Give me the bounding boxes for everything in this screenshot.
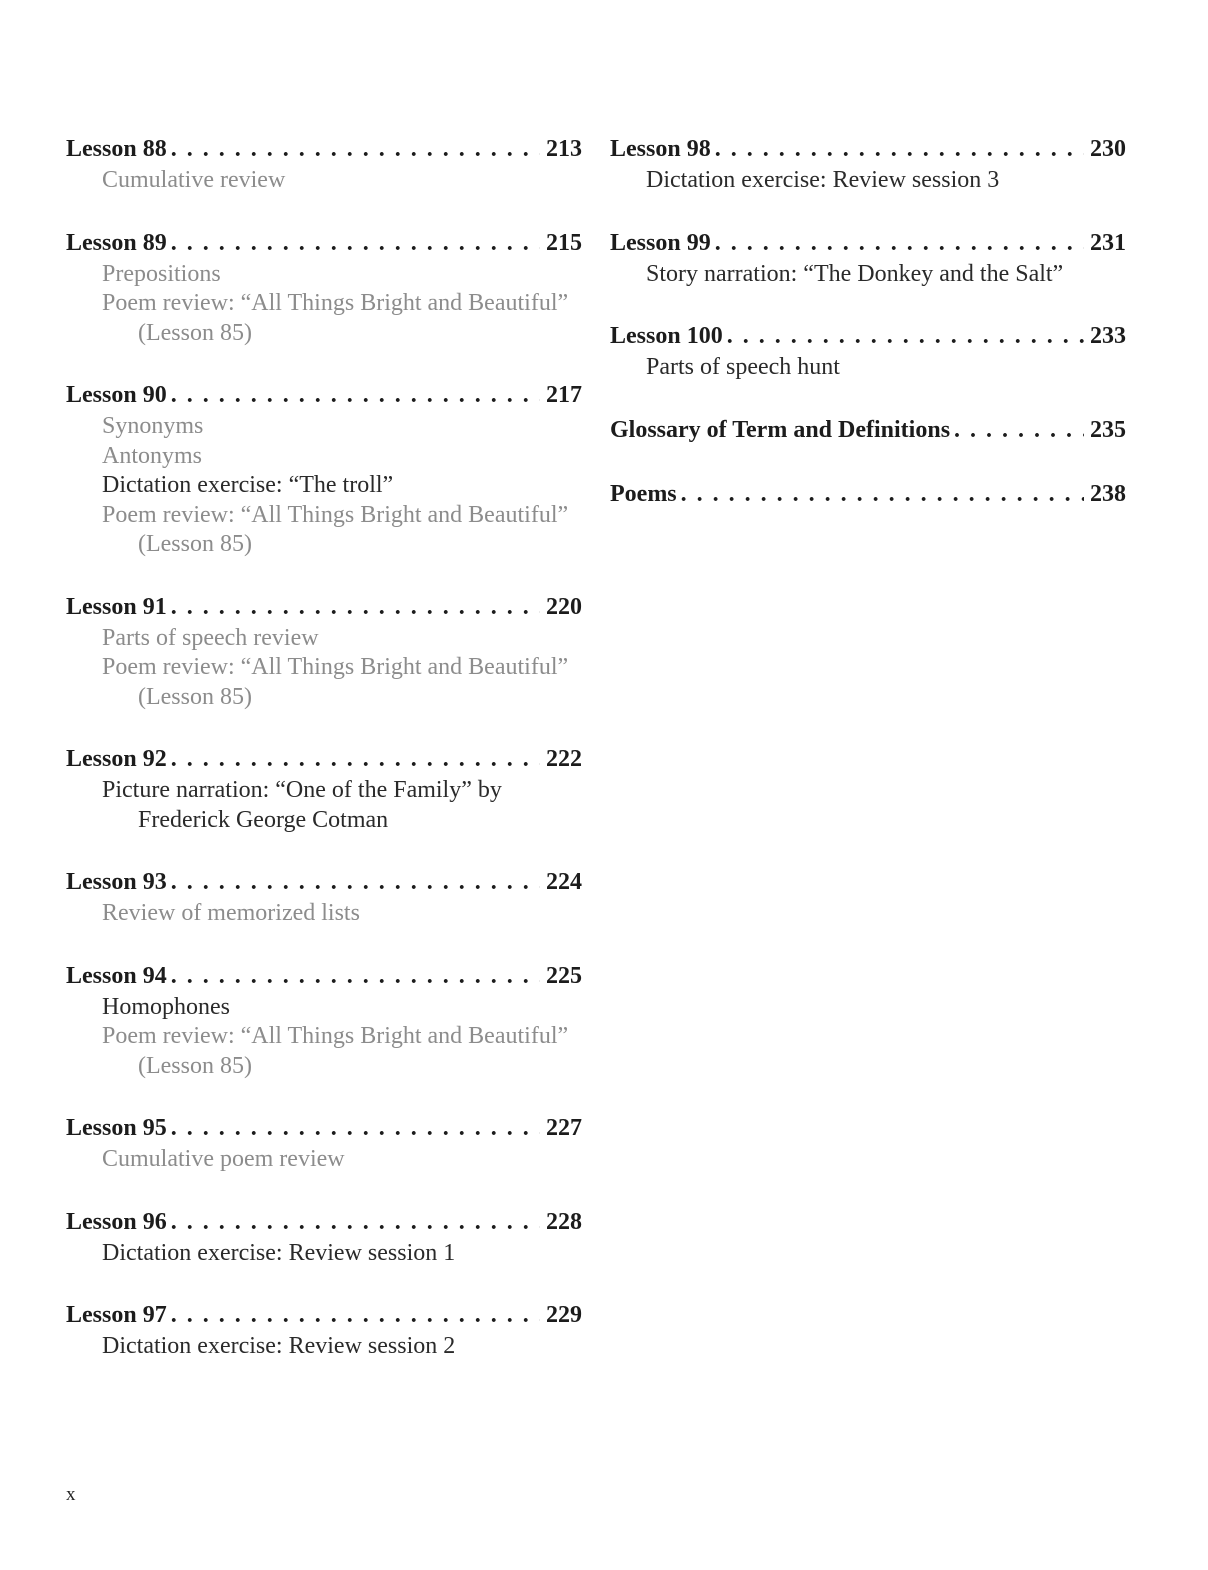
toc-subentry: Cumulative poem review xyxy=(102,1146,345,1172)
toc-entry-heading xyxy=(66,866,582,899)
toc-right-column xyxy=(610,133,1126,542)
toc-entry-title: Lesson 90 xyxy=(66,382,167,408)
dot-leader xyxy=(171,591,540,624)
toc-entry-title: Poems xyxy=(610,480,677,507)
toc-entry xyxy=(610,320,1126,383)
toc-entry-title: Lesson 94 xyxy=(66,962,167,989)
toc-entry xyxy=(610,133,1126,196)
toc-entry-title: Lesson 91 xyxy=(66,593,167,620)
toc-entry xyxy=(66,1206,582,1269)
toc-entry-heading xyxy=(610,227,1126,260)
toc-page-number: 225 xyxy=(546,962,582,989)
toc-subentry: Poem review: “All Things Bright and Beautiful” (Lesson 85) xyxy=(102,290,569,346)
toc-subentry: Cumulative review xyxy=(102,167,286,193)
toc-page-number: 235 xyxy=(1090,416,1126,443)
toc-entry xyxy=(66,379,582,560)
toc-page-number: 220 xyxy=(546,593,582,620)
toc-subentry: Parts of speech review xyxy=(102,624,319,651)
toc-entry-title: Glossary of Term and Definitions xyxy=(610,416,951,443)
toc-page-number: 229 xyxy=(546,1302,582,1328)
toc-entry-title: Lesson 92 xyxy=(66,746,167,772)
dot-leader xyxy=(171,379,540,412)
toc-page-number: 213 xyxy=(546,136,582,162)
toc-page-number: 238 xyxy=(1090,480,1126,507)
toc-entry-title: Lesson 95 xyxy=(66,1115,167,1141)
toc-entry xyxy=(66,743,582,835)
toc-entry-heading xyxy=(66,379,582,412)
toc-entry-title: Lesson 89 xyxy=(66,229,167,256)
toc-subentry: Homophones xyxy=(102,993,230,1020)
toc-page-number: 228 xyxy=(546,1208,582,1235)
toc-subentry: Poem review: “All Things Bright and Beautiful” (Lesson 85) xyxy=(102,654,569,710)
toc-entry xyxy=(66,227,582,349)
toc-subentry: Poem review: “All Things Bright and Beautiful” (Lesson 85) xyxy=(102,1023,569,1079)
toc-page-number: 227 xyxy=(546,1115,582,1141)
toc-entry-heading xyxy=(66,133,582,166)
toc-entry-heading xyxy=(66,1112,582,1145)
toc-entry-title: Lesson 99 xyxy=(610,229,711,256)
dot-leader xyxy=(171,133,540,166)
toc-entry-heading xyxy=(610,414,1126,447)
toc-page-number: 217 xyxy=(546,382,582,408)
toc-entry xyxy=(610,478,1126,511)
dot-leader xyxy=(171,743,540,776)
toc-entry xyxy=(66,1112,582,1175)
toc-entry xyxy=(610,227,1126,290)
toc-entry-heading xyxy=(66,227,582,260)
toc-page-number: 222 xyxy=(546,746,582,772)
toc-entry-heading xyxy=(66,1206,582,1239)
toc-page-number: 230 xyxy=(1090,136,1126,162)
toc-subentry: Dictation exercise: Review session 1 xyxy=(102,1239,456,1266)
toc-entry xyxy=(66,591,582,713)
toc-entry-title: Lesson 88 xyxy=(66,136,167,162)
dot-leader xyxy=(681,478,1084,511)
toc-entry-title: Lesson 100 xyxy=(610,323,723,349)
toc-subentry: Prepositions xyxy=(102,260,221,287)
toc-subentry: Dictation exercise: Review session 2 xyxy=(102,1333,456,1359)
toc-entry-heading xyxy=(610,133,1126,166)
toc-page-number: 215 xyxy=(546,229,582,256)
toc-subentry: Synonyms xyxy=(102,413,204,439)
toc-entry xyxy=(66,960,582,1082)
toc-entry-heading xyxy=(66,591,582,624)
toc-entry-title: Lesson 96 xyxy=(66,1208,167,1235)
toc-subentry: Dictation exercise: “The troll” xyxy=(102,472,394,498)
toc-entry xyxy=(66,866,582,929)
toc-subentry: Story narration: “The Donkey and the Salt” xyxy=(646,260,1064,287)
dot-leader xyxy=(171,1206,540,1239)
dot-leader xyxy=(715,227,1084,260)
dot-leader xyxy=(171,960,540,993)
dot-leader xyxy=(727,320,1084,353)
toc-entry-heading xyxy=(66,960,582,993)
toc-subentry: Antonyms xyxy=(102,442,203,469)
toc-entry-heading xyxy=(66,743,582,776)
toc-entry-title: Lesson 93 xyxy=(66,869,167,895)
dot-leader xyxy=(171,227,540,260)
dot-leader xyxy=(171,1112,540,1145)
toc-subentry: Picture narration: “One of the Family” by Frederick George Cotman xyxy=(102,777,502,833)
toc-subentry: Parts of speech hunt xyxy=(646,354,840,380)
page-folio: x xyxy=(66,1484,76,1505)
toc-subentry: Review of memorized lists xyxy=(102,900,360,926)
dot-leader xyxy=(171,1299,540,1332)
toc-entry-heading xyxy=(66,1299,582,1332)
toc-entry xyxy=(66,1299,582,1362)
toc-entry xyxy=(610,414,1126,447)
toc-entry-title: Lesson 98 xyxy=(610,136,711,162)
toc-subentry: Poem review: “All Things Bright and Beautiful” (Lesson 85) xyxy=(102,501,569,557)
toc-page-number: 224 xyxy=(546,869,582,895)
dot-leader xyxy=(715,133,1084,166)
toc-page-number: 231 xyxy=(1090,229,1126,256)
toc-page-number: 233 xyxy=(1090,323,1126,349)
toc-entry xyxy=(66,133,582,196)
dot-leader xyxy=(954,414,1084,447)
toc-subentry: Dictation exercise: Review session 3 xyxy=(646,167,1000,193)
toc-entry-heading xyxy=(610,320,1126,353)
toc-left-column xyxy=(66,133,582,1393)
toc-entry-title: Lesson 97 xyxy=(66,1302,167,1328)
toc-entry-heading xyxy=(610,478,1126,511)
dot-leader xyxy=(171,866,540,899)
